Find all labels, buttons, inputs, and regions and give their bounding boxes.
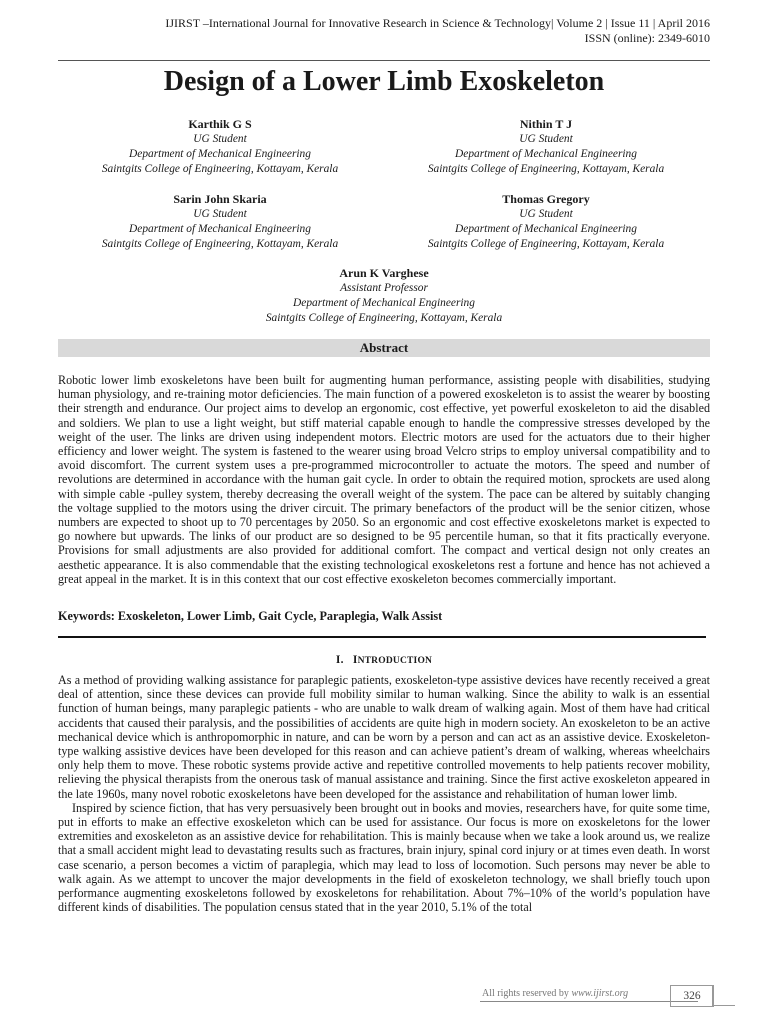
author-block <box>55 192 385 252</box>
keywords: Keywords: Exoskeleton, Lower Limb, Gait Cycle, Paraplegia, Walk Assist <box>58 609 443 623</box>
page-number: 326 <box>670 985 714 1007</box>
author-block <box>381 192 711 252</box>
author-role: Assistant Professor <box>340 282 428 294</box>
author-block <box>219 266 549 326</box>
intro-paragraph: Inspired by science fiction, that has very persuasively been brought out in books and movies, researchers have, for quite some time, put in efforts to make an effective exoskeleton which can be used for assistance. Our focus is more on exoskeletons for the lower extremities and exoskeleton as an assistive device for rehabilitation. This is mainly because when we take a look around us, we realize that a small accident might lead to devastating results such as fractures, brain injury, spinal cord injury or at times even death. In worst case scenario, a person becomes a victim of paraplegia, which may lead to loss of locomotion. Such persons may never be able to walk again. As we attempt to uncover the major developments in the field of exoskeleton technology, we shall briefly touch upon performance augmenting exoskeletons followed by exoskeletons for rehabilitation. About 7%–10% of the world’s population have different kinds of disabilities. The population census stated that in the year 2010, 5.1% of the total <box>58 800 710 915</box>
issn-line: ISSN (online): 2349-6010 <box>584 31 710 45</box>
intro-paragraph: As a method of providing walking assistance for paraplegic patients, exoskeleton-type assistive devices have recently received a great deal of attention, since these devices can provide full mobility similar to human walking. Since the ability to walk is an essential function of human beings, many paraplegic patients - who are unable to walk dream of walking again. Most of them have had critical accidents that caused their paralysis, and the possibilities of accidents are quite high in modern society. An exoskeleton to be an active mechanical device which is anthropomorphic in nature, and can be worn by a person and can act as an assistive device. Exoskeleton-type walking assistive devices have been developed for this reason and can achieve patient’s dream of walking, whereas wheelchairs only help them to move. These robotic systems provide active and repetitive controlled movements to help patients recover mobility, relieving the physical therapists from the onerous task of manual assistance and training. Since the first active exoskeleton appeared in the late 1960s, many novel robotic exoskeletons have been developed for the assistance and rehabilitation of human lower limb. <box>58 673 710 801</box>
author-affiliation: Saintgits College of Engineering, Kottayam, Kerala <box>101 238 339 250</box>
author-dept: Department of Mechanical Engineering <box>455 223 637 235</box>
footer-site-link[interactable]: www.ijirst.org <box>571 988 629 999</box>
author-name: Nithin T J <box>519 117 573 131</box>
author-role: UG Student <box>519 208 573 220</box>
author-block <box>381 117 711 177</box>
section-divider <box>58 636 706 638</box>
author-affiliation: Saintgits College of Engineering, Kottayam, Kerala <box>427 163 665 175</box>
section-title-rest: NTRODUCTION <box>357 656 433 666</box>
author-name: Karthik G S <box>188 117 252 131</box>
intro-body <box>58 673 710 914</box>
author-name: Arun K Varghese <box>339 266 429 280</box>
author-dept: Department of Mechanical Engineering <box>129 223 311 235</box>
author-name: Thomas Gregory <box>502 192 590 206</box>
section-number: I. <box>335 654 344 666</box>
author-dept: Department of Mechanical Engineering <box>455 148 637 160</box>
section-title-initial: I <box>352 654 358 666</box>
journal-line: IJIRST –International Journal for Innovative Research in Science & Technology| Volume 2 | Issue 11 | April 2016 <box>165 16 710 30</box>
author-dept: Department of Mechanical Engineering <box>129 148 311 160</box>
header-rule <box>58 60 710 61</box>
journal-header <box>165 16 710 46</box>
footer-rights-text: All rights reserved by <box>482 988 572 999</box>
footer-rights <box>482 988 628 999</box>
paper-title: Design of a Lower Limb Exoskeleton <box>163 66 605 97</box>
author-affiliation: Saintgits College of Engineering, Kottayam, Kerala <box>101 163 339 175</box>
footer-rule <box>480 1001 698 1002</box>
abstract-heading: Abstract <box>58 339 710 357</box>
author-role: UG Student <box>193 208 247 220</box>
author-block <box>55 117 385 177</box>
author-affiliation: Saintgits College of Engineering, Kottayam, Kerala <box>265 312 503 324</box>
section-heading <box>0 654 768 666</box>
author-dept: Department of Mechanical Engineering <box>293 297 475 309</box>
abstract-text: Robotic lower limb exoskeletons have been built for augmenting human performance, assisting people with disabilities, studying human physiology, and re-training motor deficiencies. The main function of a powered exoskeleton is to assist the wearer by boosting their strength and endurance. Our project aims to develop an ergonomic, cost effective, yet powerful exoskeleton to aid the disabled and soldiers. We plan to use a light weight, but stiff material capable enough to handle the compressive stresses developed by the weight of the user. The links are driven using independent motors. Electric motors are used for the actuators due to their higher efficiency and lower weight. The system is fastened to the wearer using broad Velcro strips to employ universal compatibility and to avoid discomfort. The current system uses a pre-programmed microcontroller to actuate the motors. The speed and number of revolutions are determined in accordance with the human gait cycle. In order to obtain the required motion, sprockets are used along with simple cable -pulley system, thereby decreasing the overall weight of the system. The pace can be altered by suitably changing the voltage supplied to the motors using the driver circuit. The primary benefactors of the product will be the senior citizen, whose numbers are expected to shoot up to 70 percentages by 2050. So an ergonomic and cost effective exoskeletons market is expected to go nowhere but upwards. The links of our product are so designed to be 95 percentile human, so that it fits practically everyone. Provisions for small adjustments are also provided for additional comfort. The compact and vertical design not only creates an aesthetic appearance. It is also commendable that the existing technological exoskeletons rest a fortune and hence has not achieved a great appeal in the market. It is in this context that our cost effective exoskeleton becomes commercially important. <box>58 373 710 586</box>
author-role: UG Student <box>519 133 573 145</box>
author-role: UG Student <box>193 133 247 145</box>
page-corner-decoration <box>712 985 735 1006</box>
author-name: Sarin John Skaria <box>173 192 267 206</box>
author-affiliation: Saintgits College of Engineering, Kottayam, Kerala <box>427 238 665 250</box>
